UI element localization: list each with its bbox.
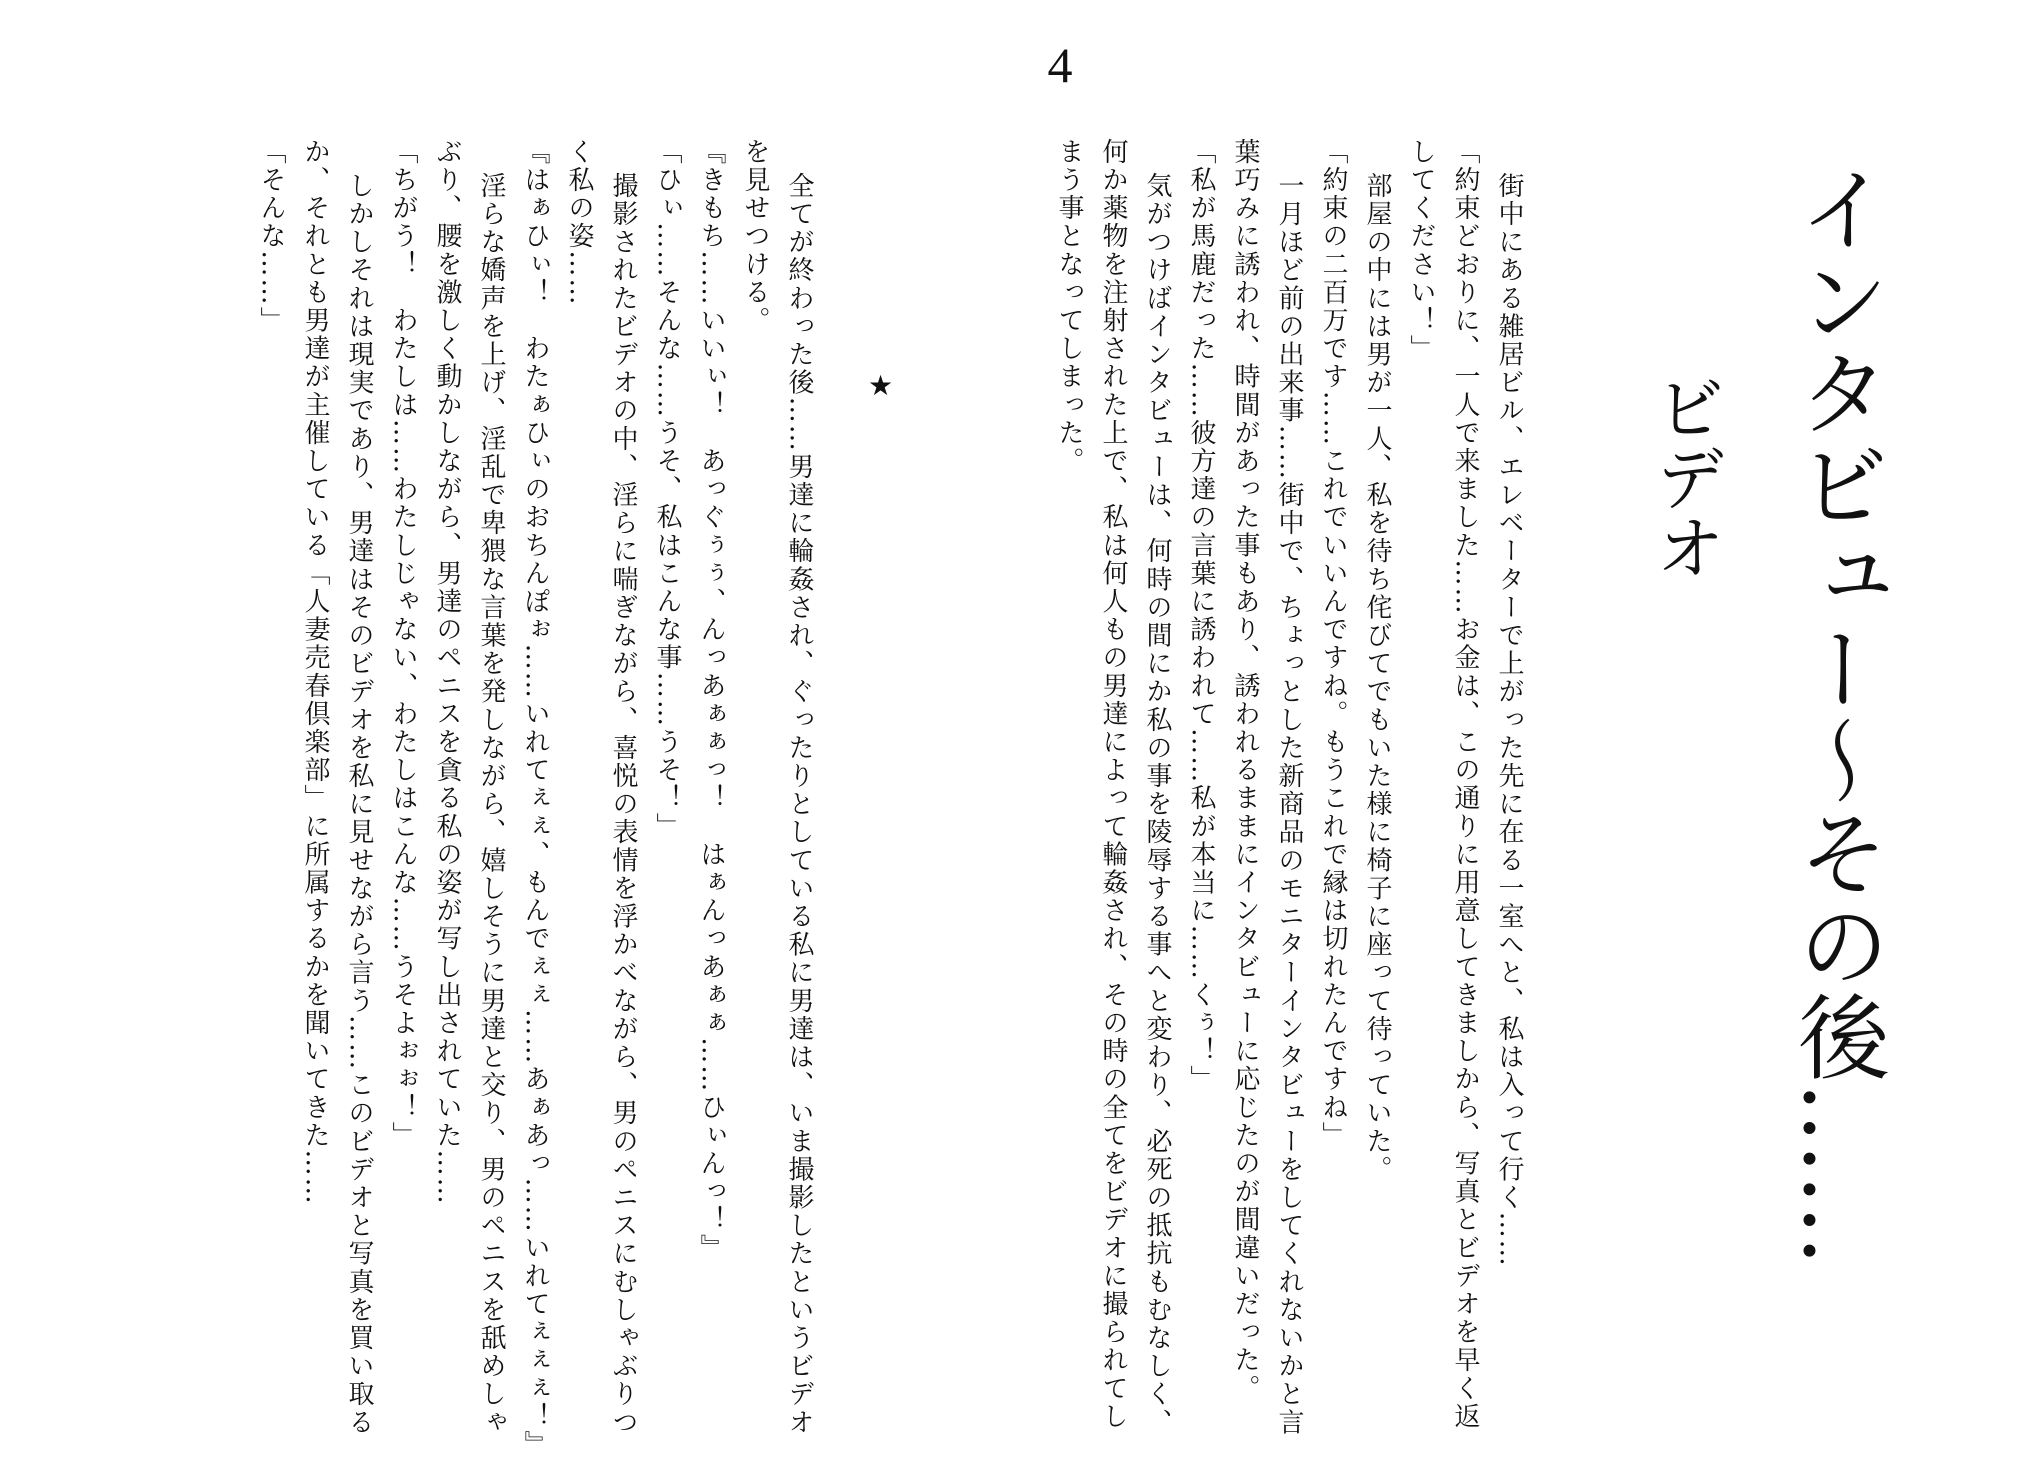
body-line: 気がつけばインタビューは、何時の間にか私の事を陵辱する事へと変わり、必死の抵抗もむなしく、 [1142,172,1172,1437]
page-number: 4 [1047,37,1073,93]
body-line: してください！」 [1406,138,1436,363]
body-line: 撮影されたビデオの中、淫らに喘ぎながら、喜悦の表情を浮かべながら、男のペニスにむしゃぶりつ [608,172,638,1437]
body-line: 淫らな嬌声を上げ、淫乱で卑猥な言葉を発しながら、嬉しそうに男達と交り、男のペニスを舐めしゃ [476,172,506,1437]
body-line: 「ちがう！ わたしは……わたしじゃない、わたしはこんな……うそよぉぉ！」 [388,138,418,1150]
body-line: ぶり、腰を激しく動かしながら、男達のペニスを貪る私の姿が写し出されていた…… [432,138,462,1206]
chapter-subtitle: ビデオ [1644,372,1726,582]
body-line: 葉巧みに誘われ、時間があった事もあり、誘われるままにインタビューに応じたのが間違いだった。 [1230,138,1260,1403]
body-line: 「私が馬鹿だった……彼方達の言葉に誘われて……私が本当に……くぅ！」 [1186,138,1216,1094]
body-line: 『はぁひぃ！ わたぁひぃのおちんぽぉ……いれてぇぇ、もんでぇぇ……あぁあっ……いれてぇぇぇ！』 [520,138,550,1459]
body-line: 「そんな……」 [256,138,286,335]
body-line: 「ひぃ……そんな……うそ、私はこんな事……うそ！」 [652,138,682,841]
body-line: 部屋の中には男が一人、私を待ち侘びてでもいた様に椅子に座って待っていた。 [1362,172,1392,1184]
body-line: を見せつける。 [740,138,770,335]
body-line: 『きもち……いいぃ！ あっぐぅぅ、んっあぁぁっ！ はぁんっあぁぁ……ひぃんっ！』 [696,138,726,1262]
body-line: しかしそれは現実であり、男達はそのビデオを私に見せながら言う……このビデオと写真を買い取る [344,172,374,1437]
body-line: 全てが終わった後……男達に輪姦され、ぐったりとしている私に男達は、いま撮影したというビデオ [784,172,814,1437]
body-line: 「約束の二百万です……これでいいんですね。もうこれで縁は切れたんですね」 [1318,138,1348,1150]
body-line: 一月ほど前の出来事……街中で、ちょっとした新商品のモニターインタビューをしてくれないかと言 [1274,172,1304,1437]
body-line: 街中にある雑居ビル、エレベーターで上がった先に在る一室へと、私は入って行く…… [1494,172,1524,1268]
body-line: 何か薬物を注射された上で、私は何人もの男達によって輪姦され、その時の全てをビデオに撮られてし [1098,138,1128,1431]
chapter-title: インタビュー～その後…… [1783,162,1890,1266]
body-line: か、それとも男達が主催している「人妻売春倶楽部」に所属するかを聞いてきた…… [300,138,330,1206]
body-line: まう事となってしまった。 [1054,138,1084,476]
body-line: 「約束どおりに、一人で来ました……お金は、この通りに用意してきましから、写真とビデオを早く返 [1450,138,1480,1431]
body-line: く私の姿…… [564,138,594,307]
section-break-star: ★ [868,369,894,402]
